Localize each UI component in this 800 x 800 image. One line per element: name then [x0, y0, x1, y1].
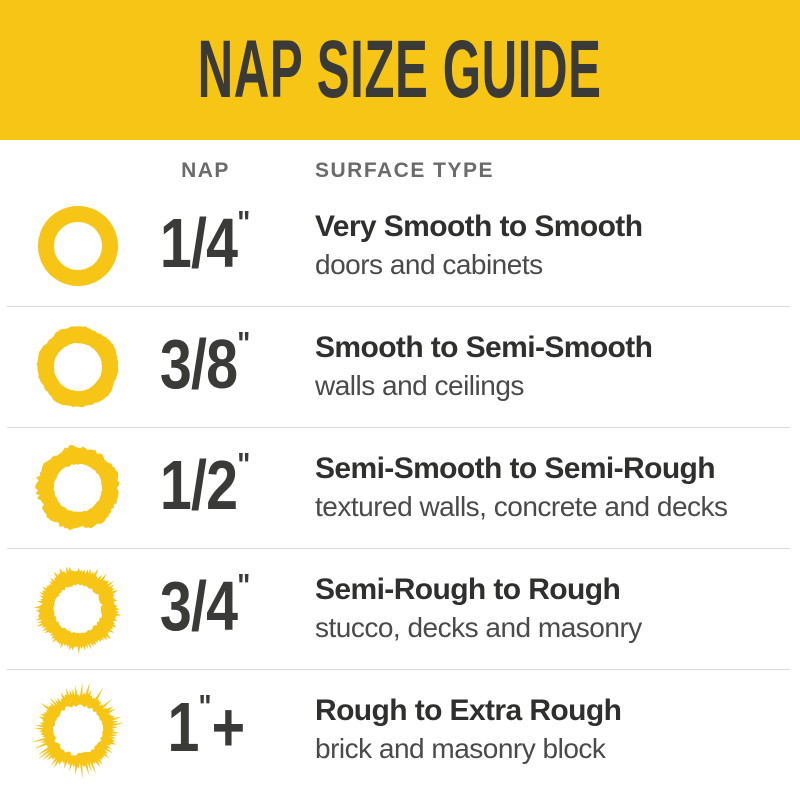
nap-ring-extra-rough-icon — [23, 675, 133, 785]
surface-type-subtitle: walls and ceilings — [315, 370, 524, 402]
nap-size-value: 3/8" — [160, 324, 251, 403]
column-headers — [0, 140, 800, 185]
surface-type-title: Semi-Smooth to Semi-Rough — [315, 451, 715, 485]
surface-type-subtitle: doors and cabinets — [315, 249, 543, 281]
surface-type-title: Very Smooth to Smooth — [315, 209, 643, 243]
nap-ring-smooth-icon — [23, 312, 133, 422]
nap-ring-very-smooth-icon — [23, 191, 133, 301]
page-title: NAP SIZE GUIDE — [198, 24, 602, 115]
header-banner — [0, 0, 800, 140]
nap-ring-semi-rough-icon — [23, 433, 133, 543]
table-row — [0, 669, 800, 790]
nap-size-value: 1"+ — [167, 687, 244, 766]
table-row — [0, 185, 800, 306]
table-row — [0, 548, 800, 669]
nap-size-value: 1/2" — [160, 445, 251, 524]
surface-type-title: Smooth to Semi-Smooth — [315, 330, 653, 364]
nap-ring-rough-icon — [23, 554, 133, 664]
surface-type-title: Rough to Extra Rough — [315, 693, 622, 727]
nap-size-value: 3/4" — [160, 566, 251, 645]
column-header-surface-type: SURFACE TYPE — [315, 159, 495, 182]
surface-type-subtitle: stucco, decks and masonry — [315, 612, 642, 644]
column-header-nap: NAP — [181, 159, 230, 182]
table-row — [0, 306, 800, 427]
surface-type-subtitle: textured walls, concrete and decks — [315, 491, 728, 523]
nap-size-value: 1/4" — [160, 203, 251, 282]
table-row — [0, 427, 800, 548]
surface-type-subtitle: brick and masonry block — [315, 733, 606, 765]
surface-type-title: Semi-Rough to Rough — [315, 572, 621, 606]
